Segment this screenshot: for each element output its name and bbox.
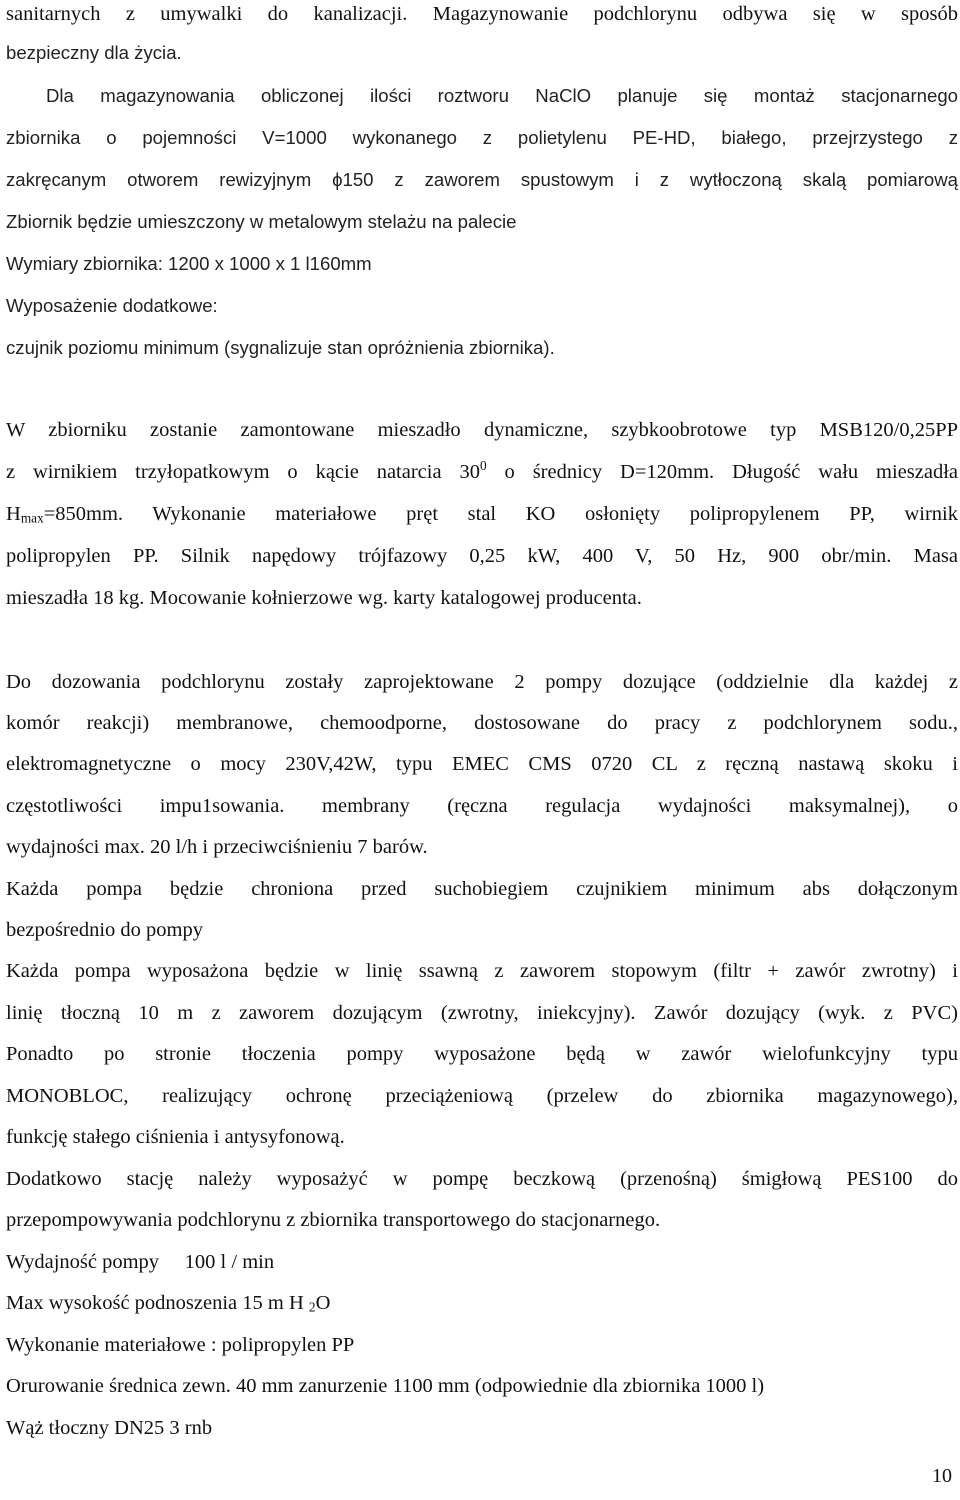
paragraph-line: komór reakcji) membranowe, chemoodporne, dostosowane do pracy z podchlorynem sodu., [6,712,958,734]
paragraph-line: elektromagnetyczne o mocy 230V,42W, typu EMEC CMS 0720 CL z ręczną nastawą skoku i [6,753,958,775]
text-run: =850mm. Wykonanie materiałowe pręt stal KO osłonięty polipropylenem PP, wirnik [43,503,958,525]
paragraph-line: Ponadto po stronie tłoczenia pompy wyposażone będą w zawór wielofunkcyjny typu [6,1043,958,1065]
paragraph-line: polipropylen PP. Silnik napędowy trójfazowy 0,25 kW, 400 V, 50 Hz, 900 obr/min. Masa [6,545,958,567]
paragraph-line: częstotliwości impu1sowania. membrany (ręczna regulacja wydajności maksymalnej), o [6,795,958,817]
paragraph-line: sanitarnych z umywalki do kanalizacji. Magazynowanie podchlorynu odbywa się w sposób [6,3,958,25]
paragraph-line: Do dozowania podchlorynu zostały zaprojektowane 2 pompy dozujące (oddzielnie dla każdej z [6,671,958,693]
paragraph-line: W zbiorniku zostanie zamontowane mieszadło dynamiczne, szybkoobrotowe typ MSB120/0,25PP [6,419,958,441]
page-number: 10 [932,1465,952,1487]
paragraph-line: Zbiornik będzie umieszczony w metalowym stelażu na palecie [6,211,517,232]
paragraph-line: Wydajność pompy 100 l / min [6,1251,275,1273]
paragraph-line: MONOBLOC, realizujący ochronę przeciążeniową (przelew do zbiornika magazynowego), [6,1085,958,1107]
paragraph-line: przepompowywania podchlorynu z zbiornika transportowego do stacjonarnego. [6,1209,661,1231]
text-run: z wirnikiem trzyłopatkowym o kącie natarcia 30 [6,461,480,483]
paragraph-line: linię tłoczną 10 m z zaworem dozującym (zwrotny, iniekcyjny). Zawór dozujący (wyk. z PVC) [6,1002,958,1024]
paragraph-line: Dla magazynowania obliczonej ilości roztworu NaClO planuje się montaż stacjonarnego [46,85,958,106]
paragraph-line [6,460,958,484]
text-run: H [6,503,21,525]
text-run: Max wysokość podnoszenia 15 m H [6,1292,309,1314]
paragraph-line: Dodatkowo stację należy wyposażyć w pompę beczkową (przenośną) śmigłową PES100 do [6,1168,958,1190]
paragraph-line: Wymiary zbiornika: 1200 x 1000 x 1 l160mm [6,253,372,274]
paragraph-line: czujnik poziomu minimum (sygnalizuje stan opróżnienia zbiornika). [6,337,555,358]
paragraph-line: zbiornika o pojemności V=1000 wykonanego z polietylenu PE-HD, białego, przejrzystego z [6,127,958,148]
paragraph-line: Wyposażenie dodatkowe: [6,295,218,316]
paragraph-line: bezpieczny dla życia. [6,42,182,63]
paragraph-line: Wykonanie materiałowe : polipropylen PP [6,1334,355,1356]
paragraph-line [6,1291,958,1315]
paragraph-line: Każda pompa będzie chroniona przed suchobiegiem czujnikiem minimum abs dołączonym [6,878,958,900]
paragraph-line: Każda pompa wyposażona będzie w linię ssawną z zaworem stopowym (filtr + zawór zwrotny) i [6,960,958,982]
paragraph-line: mieszadła 18 kg. Mocowanie kołnierzowe wg. karty katalogowej producenta. [6,587,642,609]
paragraph-line: zakręcanym otworem rewizyjnym ϕ150 z zaworem spustowym i z wytłoczoną skalą pomiarową [6,169,958,190]
text-run: o średnicy D=120mm. Długość wału mieszadła [486,461,959,483]
document-page [6,0,958,1500]
paragraph-line: Wąż tłoczny DN25 3 rnb [6,1417,213,1439]
superscript: 0 [479,458,487,474]
paragraph-line: wydajności max. 20 l/h i przeciwciśnieniu 7 barów. [6,836,428,858]
paragraph-line: Orurowanie średnica zewn. 40 mm zanurzenie 1100 mm (odpowiednie dla zbiornika 1000 l) [6,1375,765,1397]
subscript: max [20,510,44,526]
text-run: O [315,1292,331,1314]
subscript: 2 [308,1299,316,1315]
paragraph-line: bezpośrednio do pompy [6,919,203,941]
paragraph-line: funkcję stałego ciśnienia i antysyfonową. [6,1126,345,1148]
paragraph-line [6,502,958,526]
